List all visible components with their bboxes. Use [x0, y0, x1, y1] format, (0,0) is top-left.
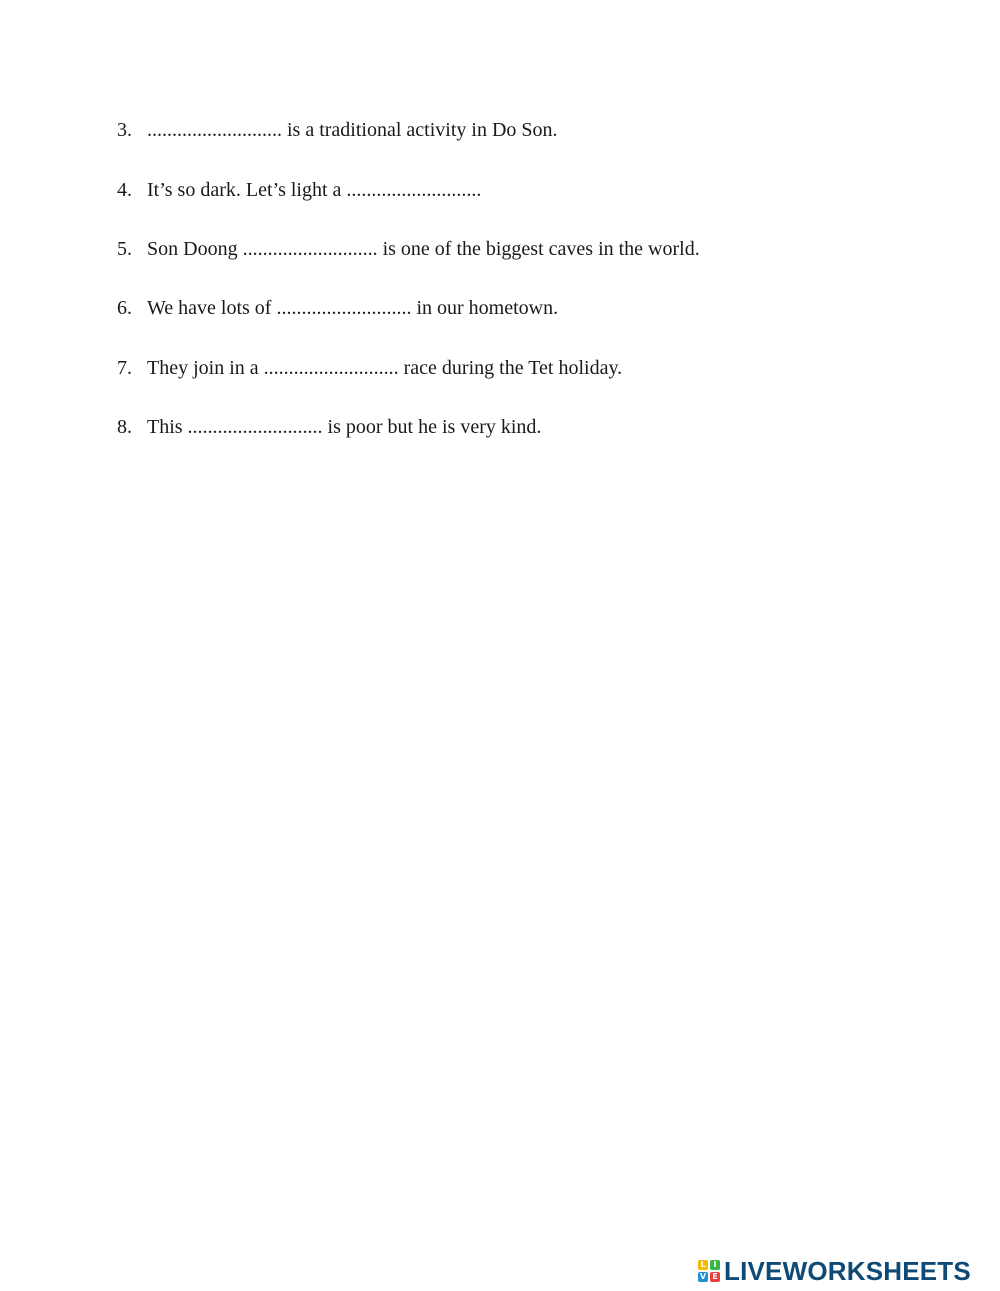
question-8: [117, 415, 541, 439]
question-text: ........................... is a traditional activity in Do Son.: [147, 119, 558, 141]
question-number: 8.: [117, 416, 132, 438]
question-number: 7.: [117, 357, 132, 379]
question-6: [117, 296, 558, 320]
question-number: 5.: [117, 238, 132, 260]
question-text: This ........................... is poor but he is very kind.: [147, 416, 542, 438]
question-7: [117, 356, 622, 380]
logo-mark-icon: L I V E: [698, 1260, 720, 1282]
question-number: 4.: [117, 179, 132, 201]
logo-text: LIVEWORKSHEETS: [724, 1255, 971, 1286]
question-number: 3.: [117, 119, 132, 141]
question-text: They join in a ........................... race during the Tet holiday.: [147, 357, 623, 379]
question-3: [117, 118, 558, 142]
liveworksheets-logo: [698, 1256, 971, 1286]
question-text: Son Doong ........................... is one of the biggest caves in the world.: [147, 238, 700, 260]
question-number: 6.: [117, 297, 132, 319]
question-text: It’s so dark. Let’s light a ...........................: [147, 179, 482, 201]
question-5: [117, 237, 700, 261]
question-text: We have lots of ........................... in our hometown.: [147, 297, 559, 319]
question-4: [117, 178, 481, 202]
